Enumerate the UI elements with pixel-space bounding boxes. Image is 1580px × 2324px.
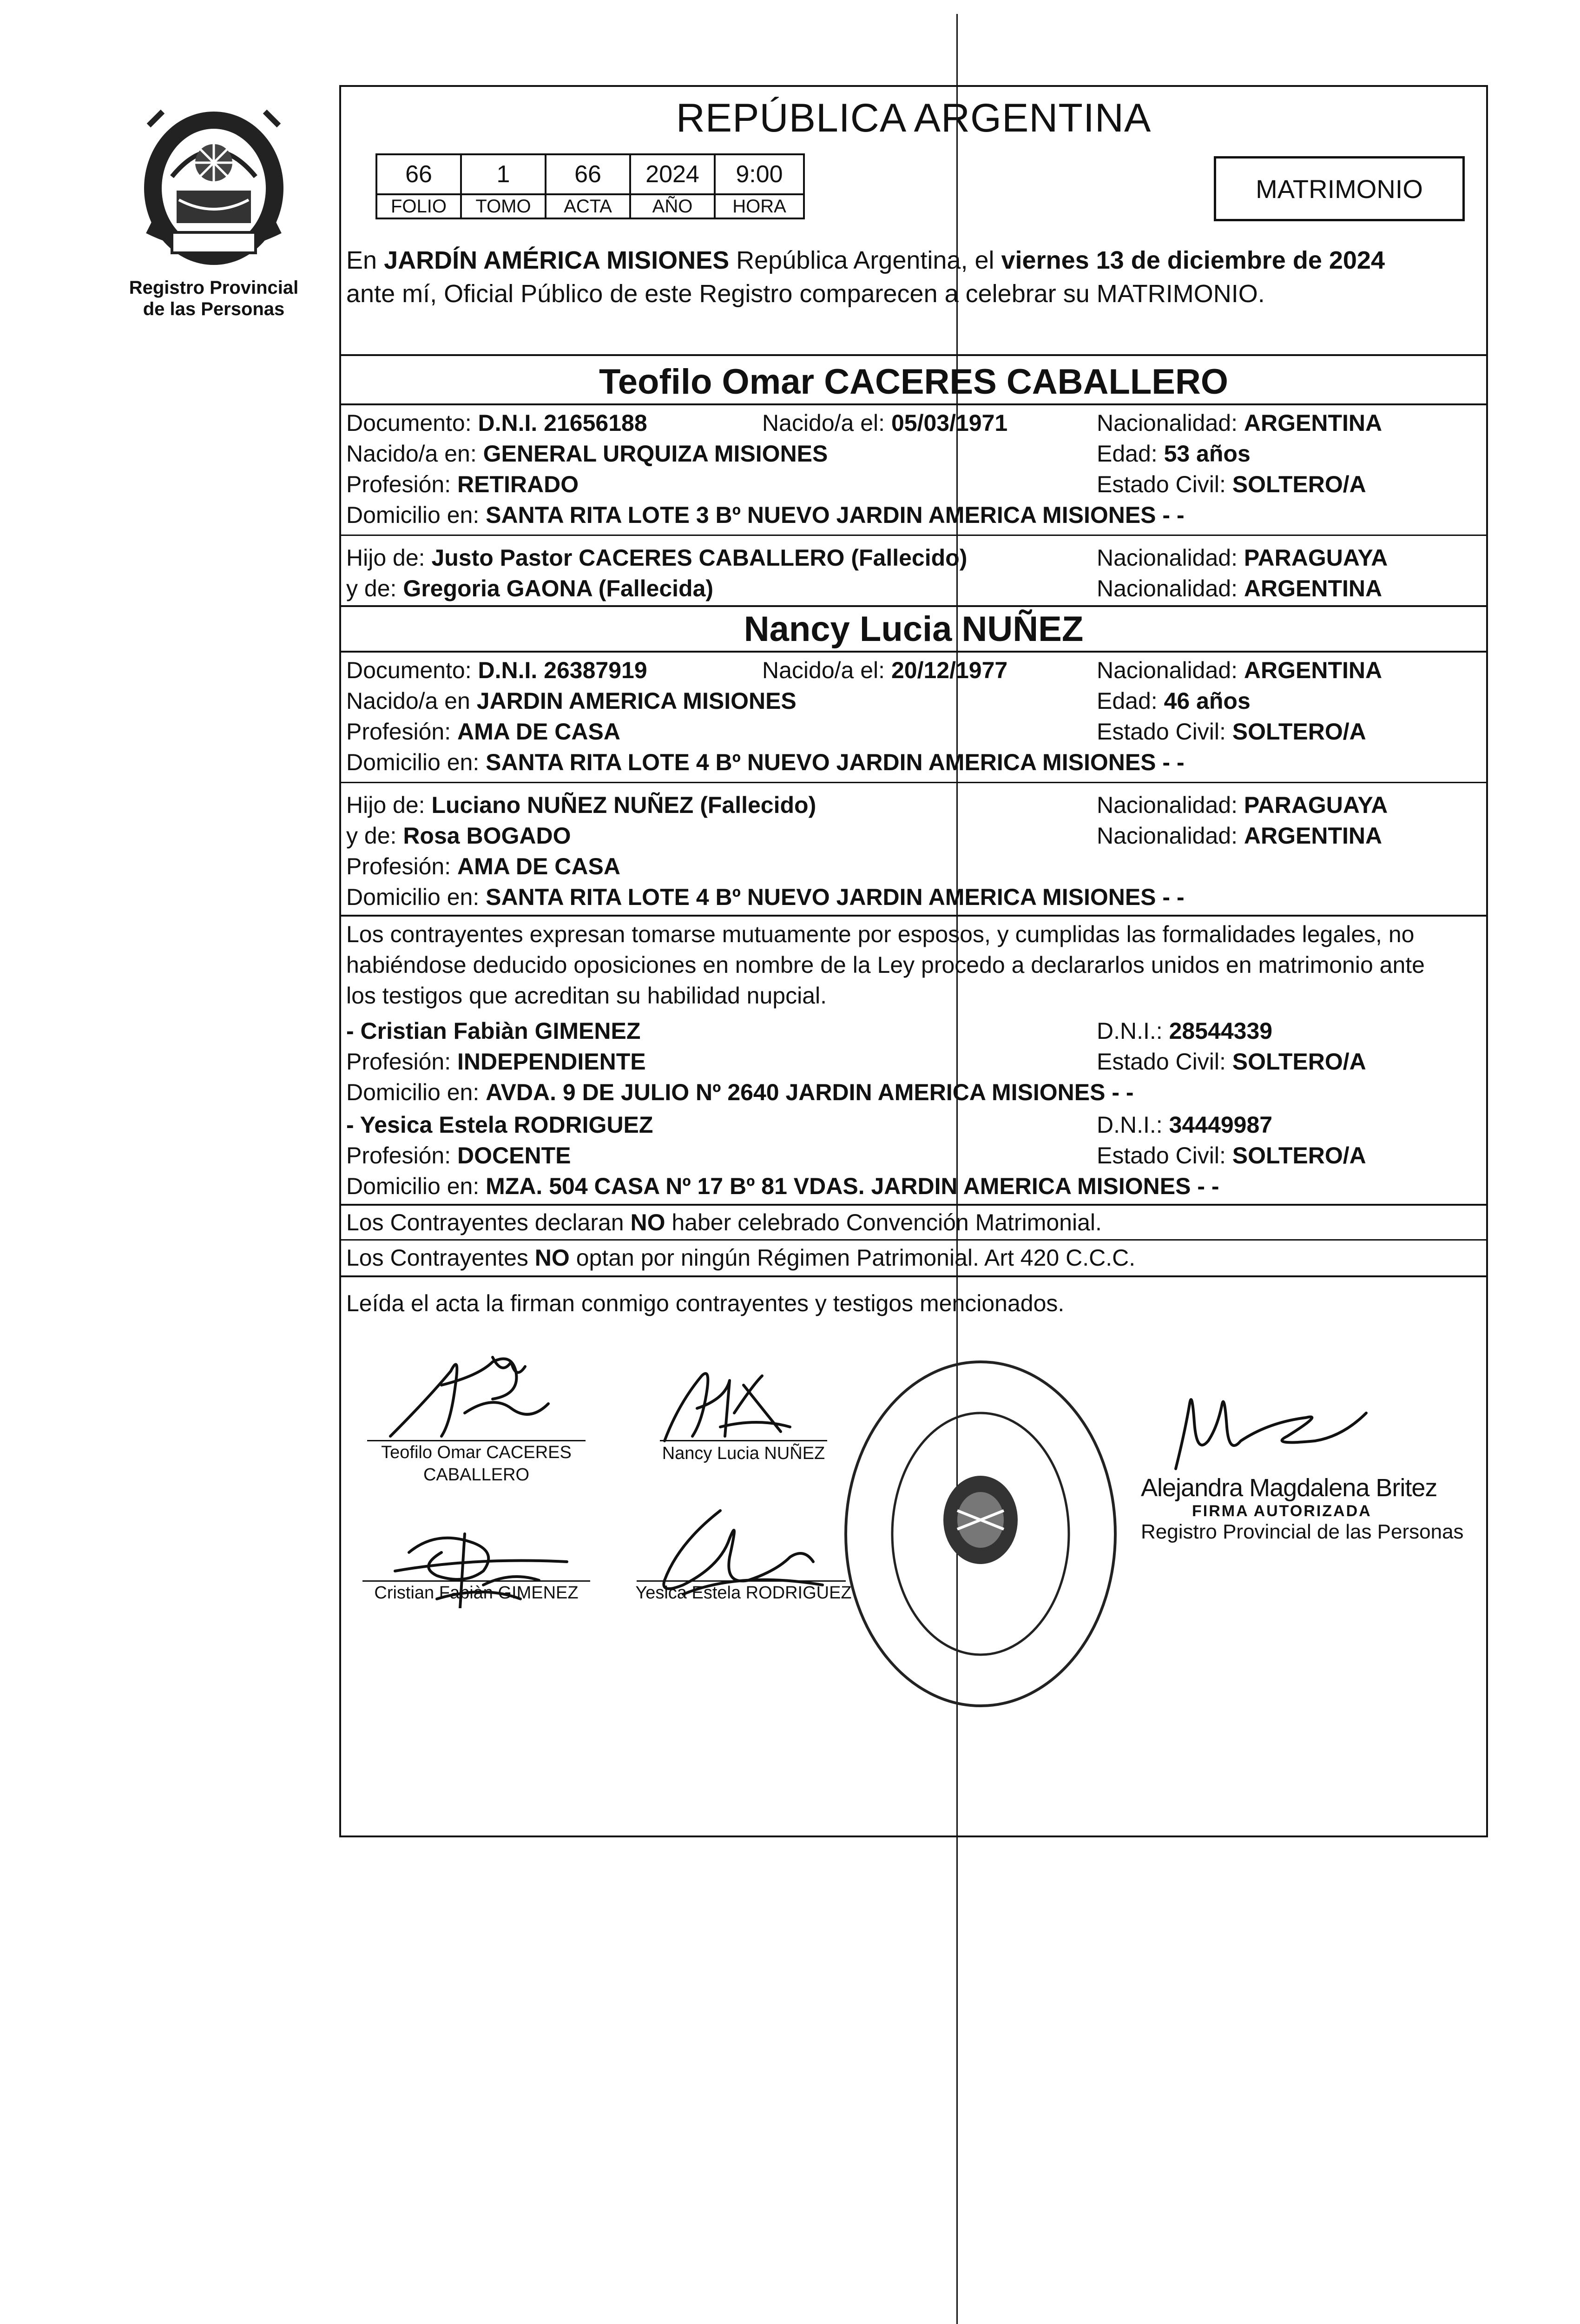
spouse1-address: Domicilio en: SANTA RITA LOTE 3 Bº NUEVO JARDIN AMERICA MISIONES - -: [346, 502, 1185, 528]
divider: [339, 403, 1488, 405]
official-office: Registro Provincial de las Personas: [1141, 1520, 1464, 1543]
divider: [339, 782, 1488, 783]
provincial-registry-seal-icon: [836, 1353, 1125, 1715]
spouse2-signature-label: Nancy Lucia NUÑEZ: [662, 1444, 825, 1463]
witness1-signature-label: Cristian Fabiàn GIMENEZ: [374, 1583, 579, 1603]
spouse1-signature-label-1: Teofilo Omar CACERES: [381, 1443, 572, 1462]
spouse1-age: Edad: 53 años: [1097, 441, 1251, 467]
spouse2-signature-line: [660, 1440, 827, 1441]
witness1-address: Domicilio en: AVDA. 9 DE JULIO Nº 2640 JARDIN AMERICA MISIONES - -: [346, 1079, 1134, 1105]
spouse1-signature: [372, 1343, 586, 1446]
authorized-official-block: [1141, 1473, 1464, 1544]
witness2-profession: Profesión: DOCENTE: [346, 1142, 571, 1169]
scan-fold-line: [956, 14, 958, 2324]
witness2-dni: D.N.I.: 34449987: [1097, 1112, 1273, 1138]
logo-caption-line-2: de las Personas: [143, 299, 285, 319]
spouse1-mother-nationality: Nacionalidad: ARGENTINA: [1097, 575, 1382, 601]
spouse1-birthdate: Nacido/a el: 05/03/1971: [762, 410, 1008, 436]
declaration-line-3: los testigos que acreditan su habilidad nupcial.: [346, 983, 827, 1009]
official-name: Alejandra Magdalena Britez: [1141, 1474, 1437, 1502]
spouse1-document: Documento: D.N.I. 21656188: [346, 410, 647, 436]
divider: [339, 651, 1488, 653]
divider: [339, 1204, 1488, 1206]
folio-value: 66: [376, 154, 461, 194]
spouse2-mother-profession: Profesión: AMA DE CASA: [346, 853, 620, 879]
spouse2-signature: [651, 1357, 809, 1450]
regime-clause: Los Contrayentes NO optan por ningún Régimen Patrimonial. Art 420 C.C.C.: [346, 1245, 1136, 1271]
divider: [339, 354, 1488, 356]
tomo-value: 1: [461, 154, 546, 194]
spouse2-father-nationality: Nacionalidad: PARAGUAYA: [1097, 792, 1388, 818]
spouse1-signature-line: [367, 1440, 586, 1441]
closing-statement: Leída el acta la firman conmigo contrayentes y testigos mencionados.: [346, 1290, 1065, 1316]
acta-label: ACTA: [546, 194, 630, 218]
spouse2-age: Edad: 46 años: [1097, 688, 1251, 714]
divider: [339, 915, 1488, 917]
spouse2-birthdate: Nacido/a el: 20/12/1977: [762, 657, 1008, 683]
spouse1-civil-status: Estado Civil: SOLTERO/A: [1097, 471, 1366, 497]
spouse1-birthplace: Nacido/a en: GENERAL URQUIZA MISIONES: [346, 441, 828, 467]
declaration-line-1: Los contrayentes expresan tomarse mutuamente por esposos, y cumplidas las formalidades legales, no: [346, 921, 1415, 947]
divider: [339, 535, 1488, 536]
acta-value: 66: [546, 154, 630, 194]
spouse1-signature-label-2: CABALLERO: [423, 1465, 530, 1485]
spouse2-birthplace: Nacido/a en JARDIN AMERICA MISIONES: [346, 688, 797, 714]
official-signature: [1148, 1385, 1389, 1478]
spouse2-civil-status: Estado Civil: SOLTERO/A: [1097, 719, 1366, 745]
logo-caption-line-1: Registro Provincial: [129, 277, 299, 298]
spouse1-nationality: Nacionalidad: ARGENTINA: [1097, 410, 1382, 436]
intro-line-2: ante mí, Oficial Público de este Registro comparecen a celebrar su MATRIMONIO.: [346, 280, 1265, 308]
spouse1-father: Hijo de: Justo Pastor CACERES CABALLERO (Fallecido): [346, 545, 968, 571]
folio-label: FOLIO: [376, 194, 461, 218]
spouse2-mother-nationality: Nacionalidad: ARGENTINA: [1097, 823, 1382, 849]
anio-label: AÑO: [630, 194, 715, 218]
spouse2-nationality: Nacionalidad: ARGENTINA: [1097, 657, 1382, 683]
spouse2-mother: y de: Rosa BOGADO: [346, 823, 571, 849]
witness2-signature-label: Yesica Estela RODRIGUEZ: [635, 1583, 852, 1603]
hora-label: HORA: [715, 194, 804, 218]
official-role: FIRMA AUTORIZADA: [1192, 1502, 1372, 1520]
intro-line-1: En JARDÍN AMÉRICA MISIONES República Argentina, el viernes 13 de diciembre de 2024: [346, 246, 1385, 274]
witness1-signature-line: [362, 1580, 590, 1582]
anio-value: 2024: [630, 154, 715, 194]
witness2-name: - Yesica Estela RODRIGUEZ: [346, 1112, 653, 1138]
spouse2-profession: Profesión: AMA DE CASA: [346, 719, 620, 745]
divider: [339, 1239, 1488, 1241]
spouse1-name: Teofilo Omar CACERES CABALLERO: [599, 362, 1228, 402]
spouse2-document: Documento: D.N.I. 26387919: [346, 657, 647, 683]
divider: [339, 605, 1488, 607]
spouse2-father: Hijo de: Luciano NUÑEZ NUÑEZ (Fallecido): [346, 792, 816, 818]
provincial-registry-logo: [135, 107, 293, 274]
spouse2-mother-address: Domicilio en: SANTA RITA LOTE 4 Bº NUEVO JARDIN AMERICA MISIONES - -: [346, 884, 1185, 910]
witness2-address: Domicilio en: MZA. 504 CASA Nº 17 Bº 81 VDAS. JARDIN AMERICA MISIONES - -: [346, 1173, 1219, 1199]
tomo-label: TOMO: [461, 194, 546, 218]
witness1-civil-status: Estado Civil: SOLTERO/A: [1097, 1049, 1366, 1075]
declaration-line-2: habiéndose deducido oposiciones en nombre de la Ley procedo a declararlos unidos en matrimonio ante: [346, 952, 1425, 978]
registry-data-box: [375, 153, 805, 219]
witness1-name: - Cristian Fabiàn GIMENEZ: [346, 1018, 641, 1044]
divider: [339, 1275, 1488, 1277]
spouse1-mother: y de: Gregoria GAONA (Fallecida): [346, 575, 714, 601]
witness2-signature-line: [637, 1580, 846, 1582]
spouse1-father-nationality: Nacionalidad: PARAGUAYA: [1097, 545, 1388, 571]
witness1-dni: D.N.I.: 28544339: [1097, 1018, 1273, 1044]
witness2-civil-status: Estado Civil: SOLTERO/A: [1097, 1142, 1366, 1169]
convention-clause: Los Contrayentes declaran NO haber celebrado Convención Matrimonial.: [346, 1209, 1102, 1235]
spouse2-name: Nancy Lucia NUÑEZ: [744, 609, 1084, 649]
spouse2-address: Domicilio en: SANTA RITA LOTE 4 Bº NUEVO JARDIN AMERICA MISIONES - -: [346, 749, 1185, 775]
witness1-profession: Profesión: INDEPENDIENTE: [346, 1049, 646, 1075]
country-title: REPÚBLICA ARGENTINA: [676, 96, 1152, 140]
act-type-box: MATRIMONIO: [1214, 156, 1465, 221]
hora-value: 9:00: [715, 154, 804, 194]
spouse1-profession: Profesión: RETIRADO: [346, 471, 579, 497]
